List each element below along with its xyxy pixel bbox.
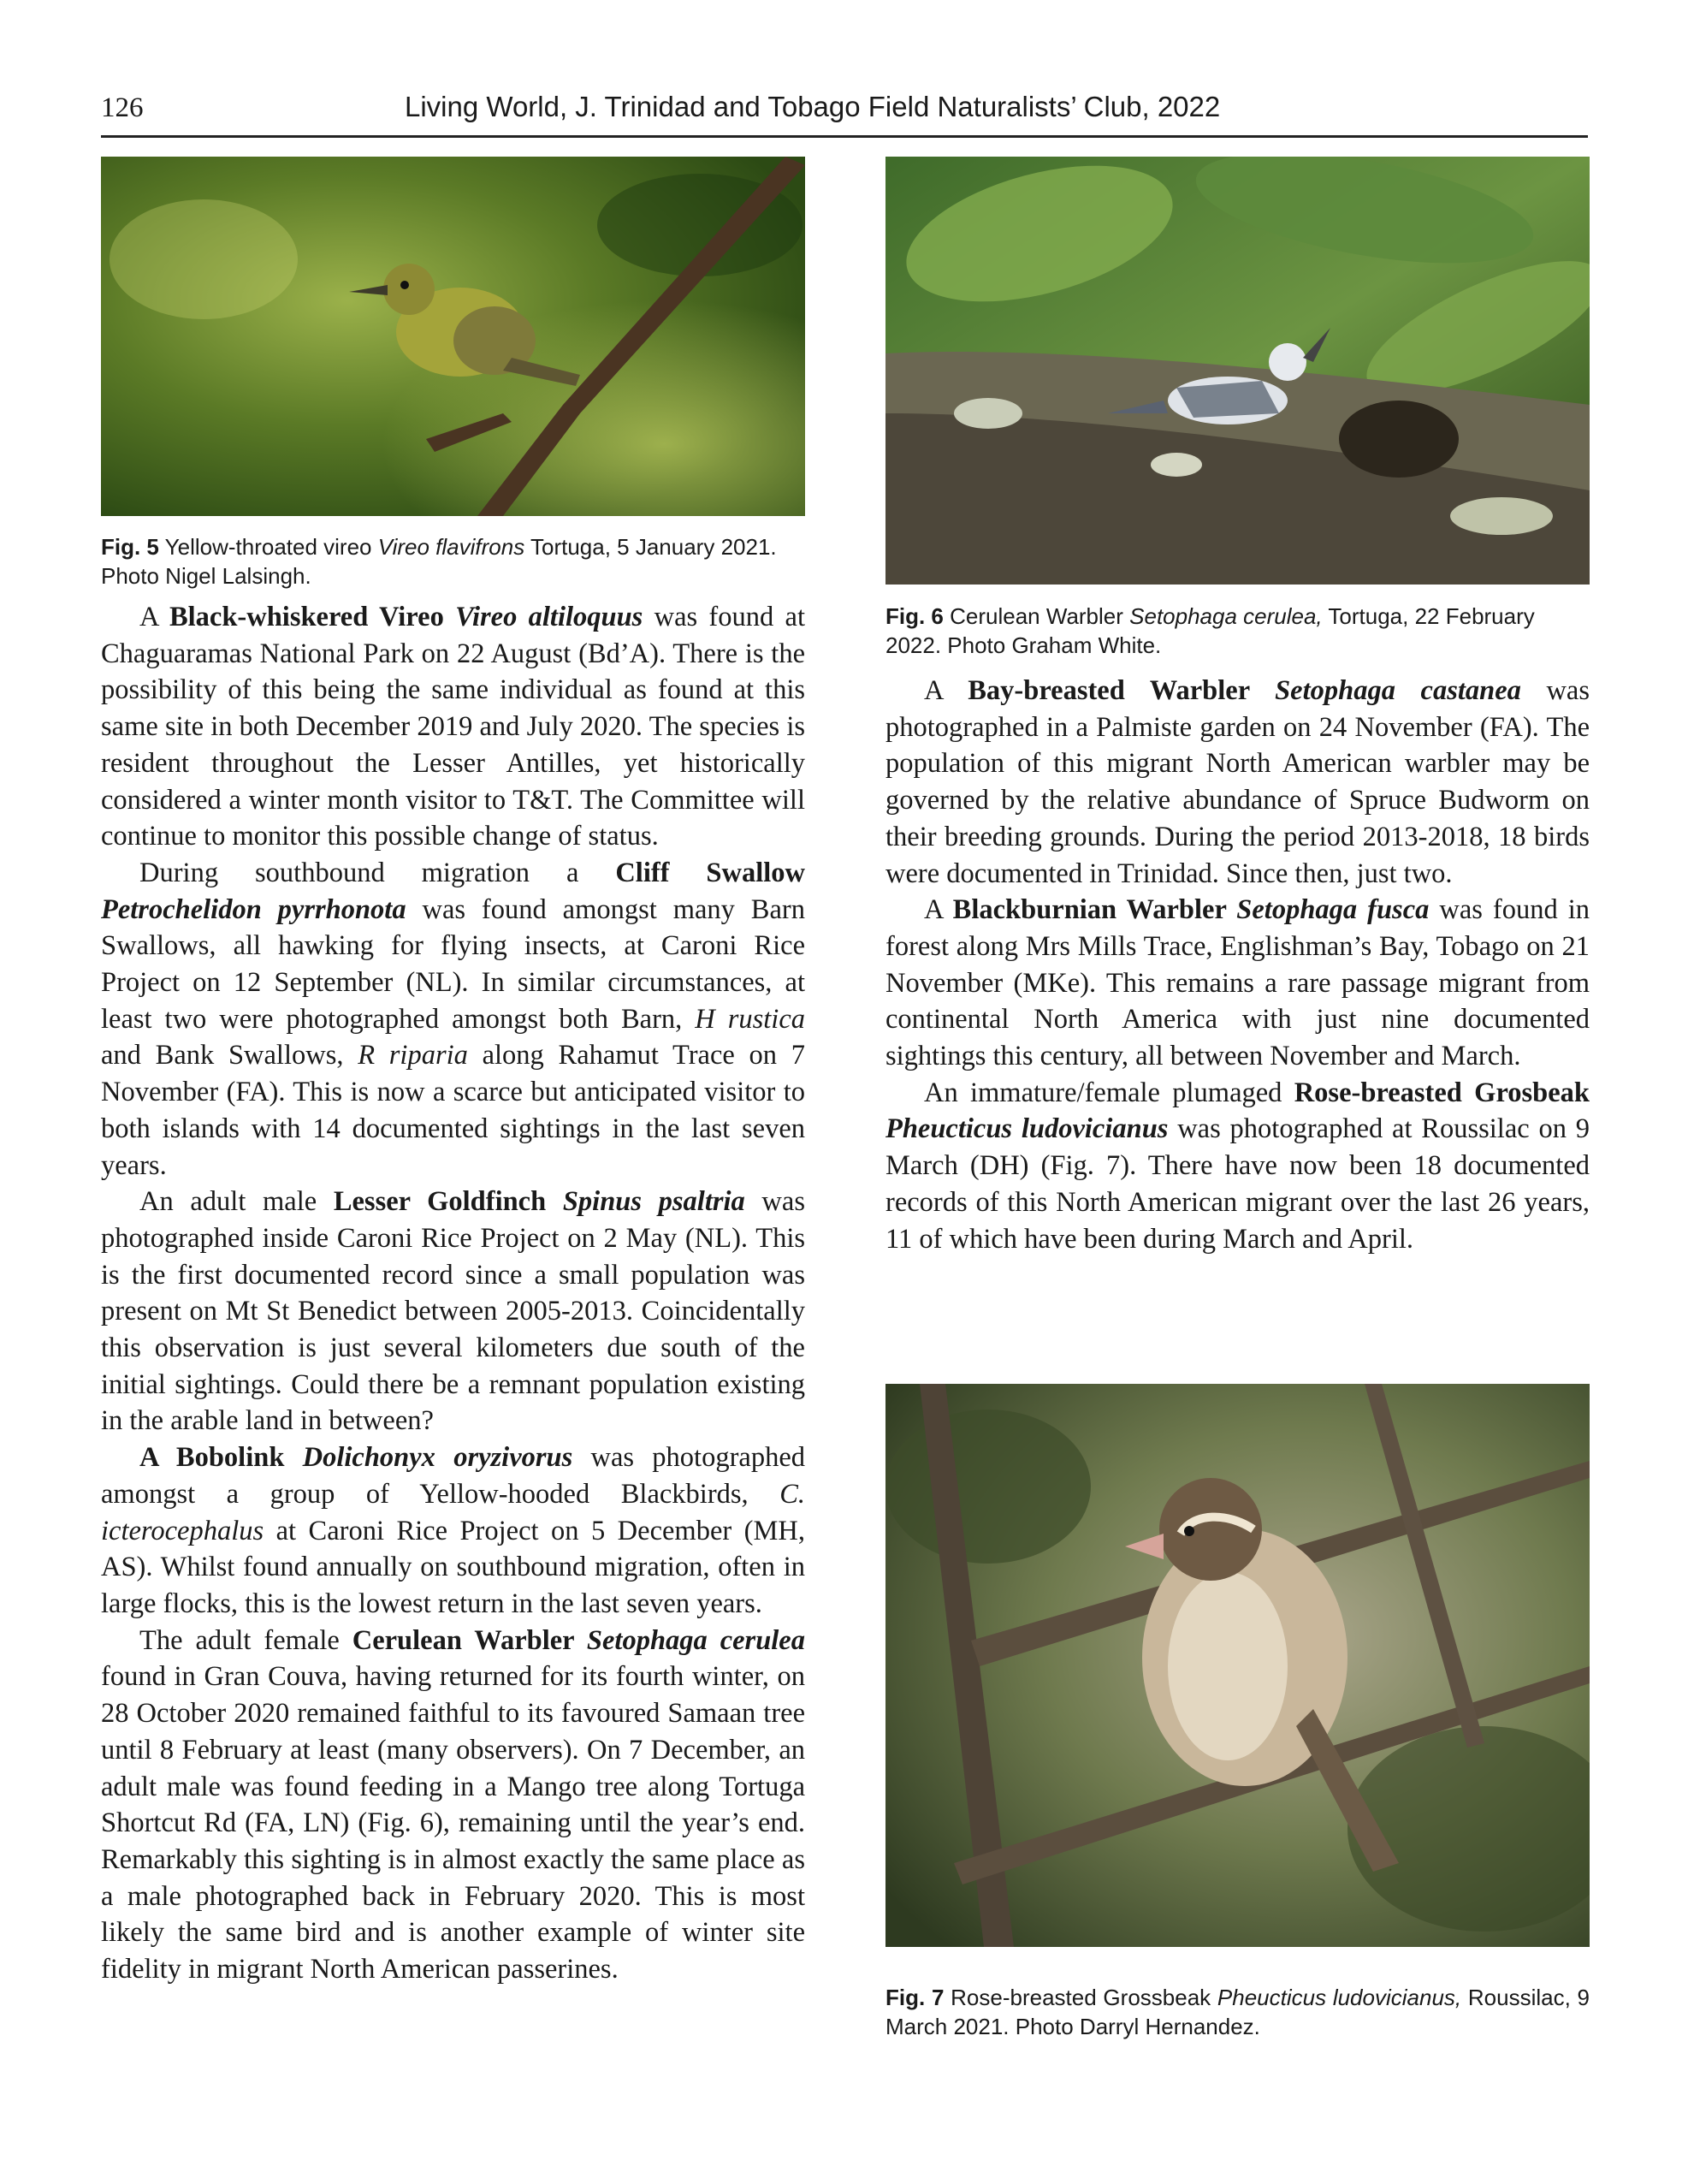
fig6-caption-species: Setophaga cerulea, xyxy=(1129,603,1323,629)
paragraph-lesser-goldfinch: An adult male Lesser Goldfinch Spinus psaltria was photographed inside Caroni Rice Project on 2 May (NL). This is the first documented record since a small population was present on Mt St Benedict between 2005-2013. Coincidentally this observation is just several kilometers due south of the initial sightings. Could there be a remnant population existing in the arable land in between? xyxy=(101,1186,805,1437)
fig7-caption-credit: Roussilac, 9 March 2021. Photo Darryl Hernandez. xyxy=(885,1985,1590,2039)
fig6-caption xyxy=(885,602,1590,660)
left-column-text xyxy=(101,599,805,1988)
paragraph-bay-breasted-warbler: A Bay-breasted Warbler Setophaga castanea was photographed in a Palmiste garden on 24 November (FA). The population of this migrant North American warbler may be governed by the relative abundance of Spruce Budworm on their breeding grounds. During the period 2013-2018, 18 birds were documented in Trinidad. Since then, just two. xyxy=(885,675,1590,889)
fig6-caption-credit: Tortuga, 22 February 2022. Photo Graham White. xyxy=(885,603,1535,658)
fig7-label: Fig. 7 xyxy=(885,1985,945,2010)
fig7-caption-text: Rose-breasted Grossbeak xyxy=(944,1985,1217,2010)
paragraph-bobolink: A Bobolink Dolichonyx oryzivorus was photographed amongst a group of Yellow-hooded Blackbirds, C. icterocephalus at Caroni Rice Project on 5 December (MH, AS). Whilst found annually on southbound migration, often in large flocks, this is the lowest return in the last seven years. xyxy=(101,1442,806,1619)
right-column-text xyxy=(885,673,1590,1257)
fig7-caption-species: Pheucticus ludovicianus, xyxy=(1217,1985,1462,2010)
paragraph-black-whiskered-vireo: A Black-whiskered Vireo Vireo altiloquus was found at Chaguaramas National Park on 22 August (Bd’A). There is the possibility of this being the same individual as found at this same site in both December 2019 and July 2020. The species is resident throughout the Lesser Antilles, yet historically considered a winter month visitor to T&T. The Committee will continue to monitor this possible change of status. xyxy=(101,602,805,852)
fig5-label: Fig. 5 xyxy=(101,534,159,560)
page-number: 126 xyxy=(101,92,144,123)
fig6-caption-text: Cerulean Warbler xyxy=(943,603,1130,629)
fig5-caption xyxy=(101,532,805,591)
fig7-caption xyxy=(885,1983,1590,2041)
fig7-photo xyxy=(885,1384,1590,1947)
fig5-caption-credit: Tortuga, 5 January 2021. Photo Nigel Lalsingh. xyxy=(101,534,777,589)
fig5-caption-species: Vireo flavifrons xyxy=(377,534,525,560)
paragraph-cerulean-warbler: The adult female Cerulean Warbler Setophaga cerulea found in Gran Couva, having returned for its fourth winter, on 28 October 2020 remained faithful to its favoured Samaan tree until 8 February at least (many observers). On 7 December, an adult male was found feeding in a Mango tree along Tortuga Shortcut Rd (FA, LN) (Fig. 6), remaining until the year’s end. Remarkably this sighting is in almost exactly the same place as a male photographed back in February 2020. This is most likely the same bird and is another example of winter site fidelity in migrant North American passerines. xyxy=(101,1624,805,1985)
page-header xyxy=(101,86,1588,138)
running-title: Living World, J. Trinidad and Tobago Field Naturalists’ Club, 2022 xyxy=(405,91,1221,122)
fig5-photo xyxy=(101,157,805,516)
paragraph-blackburnian-warbler: A Blackburnian Warbler Setophaga fusca was found in forest along Mrs Mills Trace, Englishman’s Bay, Tobago on 21 November (MKe). This remains a rare passage migrant from continental North America with just nine documented sightings this century, all between November and March. xyxy=(885,894,1590,1072)
paragraph-rose-breasted-grosbeak: An immature/female plumaged Rose-breasted Grosbeak Pheucticus ludovicianus was photographed at Roussilac on 9 March (DH) (Fig. 7). There have now been 18 documented records of this North American migrant over the last 26 years, 11 of which have been during March and April. xyxy=(885,1077,1590,1255)
fig6-label: Fig. 6 xyxy=(885,603,944,629)
fig6-photo xyxy=(885,157,1590,585)
paragraph-cliff-swallow: During southbound migration a Cliff Swallow Petrochelidon pyrrhonota was found amongst many Barn Swallows, all hawking for flying insects, at Caroni Rice Project on 12 September (NL). In similar circumstances, at least two were photographed amongst both Barn, H rustica and Bank Swallows, R riparia along Rahamut Trace on 7 November (FA). This is now a scarce but anticipated visitor to both islands with 14 documented sightings in the last seven years. xyxy=(101,857,806,1181)
fig5-caption-text: Yellow-throated vireo xyxy=(158,534,378,560)
